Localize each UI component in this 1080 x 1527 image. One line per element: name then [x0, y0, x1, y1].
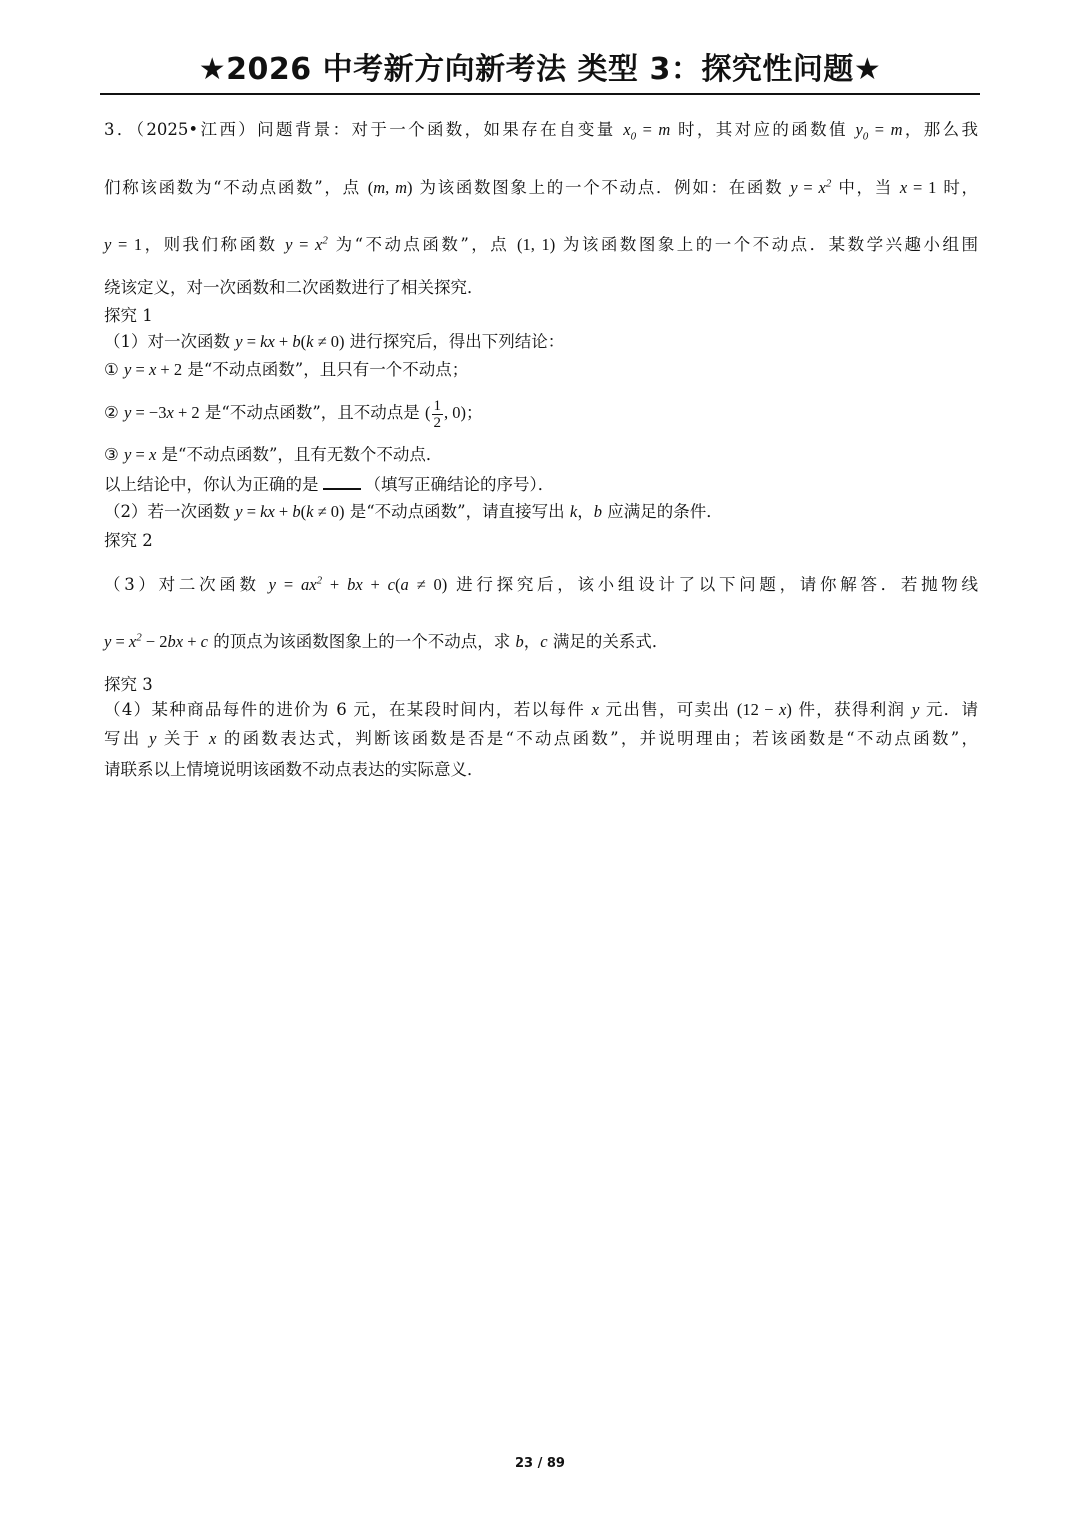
page-number: 23 / 89 — [515, 1456, 565, 1471]
math-x0-eq-m: $x_0 = m$ — [623, 120, 671, 143]
math-point-11: (1, 1) — [516, 235, 556, 254]
math-x: x — [591, 700, 599, 719]
question-3-cont: $y = x^2 - 2bx + c$ 的顶点为该函数图象上的一个不动点，求 b，c 满足的关系式． — [104, 631, 669, 651]
math-k: k — [569, 502, 578, 521]
math-c: c — [540, 632, 548, 651]
problem-line-4: 绕该定义，对一次函数和二次函数进行了相关探究． — [104, 278, 484, 297]
math-quadratic-fn: $y = ax^2$ + bx + c(a ≠ 0) — [268, 574, 448, 594]
math-b-2: b — [515, 632, 524, 651]
header-rule — [100, 93, 980, 95]
math-linear-fn: y = kx + b(k ≠ 0) — [235, 332, 345, 351]
explore-3-heading: 探究 3 — [104, 675, 153, 694]
math-12-minus-x: (12 − x) — [736, 700, 792, 719]
math-y-eq-1: y = 1 — [104, 235, 143, 254]
math-y-eq-x-plus-2: y = x + 2 — [124, 360, 183, 379]
fraction-one-half: $\frac{1}{2}$ — [433, 397, 442, 431]
question-4-line-3: 请联系以上情境说明该函数不动点表达的实际意义． — [104, 760, 484, 779]
explore-1-heading: 探究 1 — [104, 306, 153, 325]
conclusion-3: ③ y = x 是“不动点函数”，且有无数个不动点． — [104, 445, 443, 464]
math-y-eq-x2: $y = x^2$ — [790, 177, 832, 197]
math-y-eq-neg3x-plus-2: y = −3x + 2 — [124, 403, 200, 422]
question-3: （3）对二次函数 $y = ax^2$ + bx + c(a ≠ 0) 进行探究后，该小组设计了以下问题，请你解答．若抛物线 — [104, 574, 979, 594]
question-4-line-2: 写出 y 关于 x 的函数表达式，判断该函数是否是“不动点函数”，并说明理由；若该函数是“不动点函数”， — [104, 729, 978, 748]
math-y-eq-x2-b: $y = x^2$ — [285, 234, 328, 254]
math-y0-eq-m: $y_0 = m$ — [855, 120, 903, 143]
math-linear-fn-2: y = kx + b(k ≠ 0) — [235, 502, 345, 521]
page-title: ★2026 中考新方向新考法 类型 3：探究性问题★ — [198, 52, 882, 87]
math-b: b — [593, 502, 602, 521]
math-x-2: x — [209, 729, 217, 748]
question-2: （2）若一次函数 y = kx + b(k ≠ 0) 是“不动点函数”，请直接写出 k，b 应满足的条件． — [104, 502, 723, 521]
math-x-eq-1: x = 1 — [899, 178, 937, 197]
answer-prompt: 以上结论中，你认为正确的是 （填写正确结论的序号）． — [104, 472, 978, 497]
math-parabola: $y = x^2 - 2bx + c$ — [104, 631, 208, 651]
conclusion-1: ① y = x + 2 是“不动点函数”，且只有一个不动点； — [104, 360, 469, 379]
problem-line-1: 3．（2025•江西）问题背景：对于一个函数，如果存在自变量 $x_0 = m$ 时，其对应的函数值 $y_0 = m$，那么我 — [104, 120, 979, 143]
math-point-mm: (m, m) — [367, 178, 413, 197]
explore-2-heading: 探究 2 — [104, 531, 153, 550]
problem-line-2: 们称该函数为“不动点函数”，点 (m, m) 为该函数图象上的一个不动点．例如：在函数 $y = x^2$ 中，当 x = 1 时， — [104, 177, 979, 197]
math-y-eq-x: y = x — [124, 445, 157, 464]
conclusion-2: ② y = −3x + 2 是“不动点函数”，且不动点是 ( $\frac{1}{2}$ , 0)； — [104, 397, 483, 431]
problem-line-3: y = 1，则我们称函数 $y = x^2$ 为“不动点函数”，点 (1, 1) 为该函数图象上的一个不动点．某数学兴趣小组围 — [104, 234, 978, 254]
math-y-2: y — [149, 729, 157, 748]
answer-blank[interactable] — [323, 472, 361, 490]
question-1: （1）对一次函数 y = kx + b(k ≠ 0) 进行探究后，得出下列结论： — [104, 332, 565, 351]
math-y: y — [911, 700, 920, 719]
question-4-line-1: （4）某种商品每件的进价为 6 元，在某段时间内，若以每件 x 元出售，可卖出 (12 − x) 件，获得利润 y 元．请 — [104, 700, 978, 719]
math-point-half-0: ( $\frac{1}{2}$ , 0) — [425, 397, 467, 431]
